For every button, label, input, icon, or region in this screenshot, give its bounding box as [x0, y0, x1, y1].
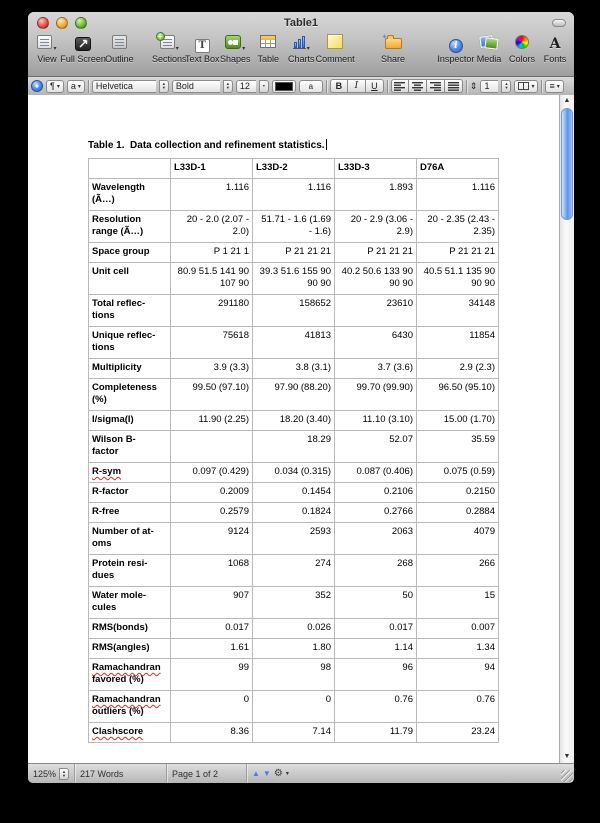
- sections-icon: +: [160, 35, 175, 54]
- row-label[interactable]: Unit cell: [89, 263, 171, 295]
- table-cell[interactable]: 15: [417, 587, 499, 619]
- word-count: 217 Words: [80, 768, 124, 779]
- table-cell[interactable]: 41813: [253, 327, 335, 359]
- table-cell[interactable]: 3.7 (3.6): [335, 359, 417, 379]
- table-cell[interactable]: 40.2 50.6 133 90 90 90: [335, 263, 417, 295]
- full-screen-icon: [75, 35, 91, 53]
- text-cursor: [326, 139, 327, 150]
- align-justify-button[interactable]: [445, 79, 463, 93]
- table-cell[interactable]: 0.026: [253, 619, 335, 639]
- table-cell[interactable]: 1.34: [417, 639, 499, 659]
- toolbar: [28, 31, 574, 77]
- table-row: [89, 211, 499, 243]
- chevron-down-icon: ▾: [77, 83, 81, 90]
- table-cell[interactable]: 20 - 2.9 (3.06 - 2.9): [335, 211, 417, 243]
- chevron-down-icon: ▾: [175, 46, 179, 52]
- corner-header-cell[interactable]: [89, 159, 171, 179]
- table-cell[interactable]: 291180: [171, 295, 253, 327]
- table-cell[interactable]: 23610: [335, 295, 417, 327]
- table-cell[interactable]: 3.8 (3.1): [253, 359, 335, 379]
- stats-table-head: [89, 159, 499, 179]
- font-style-select[interactable]: Bold: [172, 80, 220, 93]
- table-cell[interactable]: 0.2884: [417, 503, 499, 523]
- zoom-level: 125%: [33, 768, 57, 779]
- format-indicator-icon: ●: [31, 80, 43, 92]
- table-cell[interactable]: [171, 431, 253, 463]
- comment-icon: [327, 34, 343, 54]
- table-row: [89, 243, 499, 263]
- chevron-down-icon: ▾: [242, 46, 246, 52]
- columns-dropdown[interactable]: [514, 80, 538, 93]
- divider: [387, 80, 388, 93]
- chevron-down-icon: ▾: [531, 83, 535, 90]
- zoom-stepper[interactable]: ▲ ▼: [59, 768, 69, 780]
- chevron-down-icon: ▾: [53, 46, 57, 52]
- table-row: [89, 587, 499, 619]
- table-cell[interactable]: 0.097 (0.429): [171, 463, 253, 483]
- row-label[interactable]: R-sym: [89, 463, 171, 483]
- text-box-icon: T: [195, 35, 210, 53]
- table-cell[interactable]: 0.1824: [253, 503, 335, 523]
- table-cell[interactable]: 50: [335, 587, 417, 619]
- table-cell[interactable]: 35.59: [417, 431, 499, 463]
- toolbar-button-comment[interactable]: Comment: [321, 35, 349, 64]
- table-cell[interactable]: 11.10 (3.10): [335, 411, 417, 431]
- table-cell[interactable]: 18.29: [253, 431, 335, 463]
- row-label[interactable]: Number of at- oms: [89, 523, 171, 555]
- table-cell[interactable]: 0.2579: [171, 503, 253, 523]
- table-cell[interactable]: P 1 21 1: [171, 243, 253, 263]
- table-cell[interactable]: 99.70 (99.90): [335, 379, 417, 411]
- table-cell[interactable]: 7.14: [253, 723, 335, 743]
- table-caption[interactable]: Table 1. Data collection and refinement statistics.: [88, 140, 325, 151]
- row-label[interactable]: Resolution range (Ã…): [89, 211, 171, 243]
- color-swatch: [275, 82, 293, 91]
- minimize-button[interactable]: [56, 17, 68, 29]
- toolbar-button-charts[interactable]: ▾ Charts: [288, 35, 314, 64]
- columns-icon: [518, 82, 529, 90]
- toolbar-button-sections[interactable]: + ▾ Sections: [152, 31, 187, 64]
- scrollbar-thumb[interactable]: [561, 108, 573, 220]
- table-cell[interactable]: 352: [253, 587, 335, 619]
- table-row: [89, 523, 499, 555]
- row-label[interactable]: R-factor: [89, 483, 171, 503]
- table-cell[interactable]: 80.9 51.5 141 90 107 90: [171, 263, 253, 295]
- row-label[interactable]: RMS(angles): [89, 639, 171, 659]
- line-spacing-icon: ⇕: [469, 80, 478, 91]
- table-cell[interactable]: 266: [417, 555, 499, 587]
- divider: [88, 80, 89, 93]
- row-label[interactable]: Ramachandran favored (%): [89, 659, 171, 691]
- font-style-stepper[interactable]: ▲ ▼: [223, 80, 233, 93]
- toolbar-button-share[interactable]: ✦ Share: [380, 33, 406, 64]
- divider: [466, 80, 467, 93]
- toolbar-button-text-box[interactable]: T Text Box: [189, 35, 215, 64]
- paragraph-style-dropdown[interactable]: ¶ ▾: [46, 80, 64, 93]
- toolbar-button-shapes[interactable]: ▾ Shapes: [222, 35, 248, 64]
- chevron-down-icon: ▾: [56, 83, 60, 90]
- table-row: [89, 659, 499, 691]
- window-title: Table1: [283, 17, 319, 29]
- font-family-stepper[interactable]: ▲ ▼: [159, 80, 169, 93]
- table-row: [89, 295, 499, 327]
- text-style-buttons: [330, 79, 384, 93]
- scroll-up-arrow-icon[interactable]: ▲: [563, 97, 571, 104]
- table-cell[interactable]: 1.61: [171, 639, 253, 659]
- page-nav: [247, 764, 294, 783]
- list-icon: ≡: [549, 81, 555, 91]
- zoom-button[interactable]: [75, 17, 87, 29]
- table-cell[interactable]: 0.2009: [171, 483, 253, 503]
- table-row: [89, 639, 499, 659]
- table-cell[interactable]: 15.00 (1.70): [417, 411, 499, 431]
- outline-icon: [112, 35, 127, 54]
- divider: [541, 80, 542, 93]
- table-row: [89, 723, 499, 743]
- table-cell[interactable]: 158652: [253, 295, 335, 327]
- table-row: [89, 483, 499, 503]
- table-cell[interactable]: 907: [171, 587, 253, 619]
- charts-icon: [293, 35, 306, 53]
- table-cell[interactable]: 4079: [417, 523, 499, 555]
- table-cell[interactable]: 0: [171, 691, 253, 723]
- table-row: [89, 179, 499, 211]
- table-row: [89, 411, 499, 431]
- table-cell[interactable]: P 21 21 21: [417, 243, 499, 263]
- table-cell[interactable]: 39.3 51.6 155 90 90 90: [253, 263, 335, 295]
- inspector-icon: i: [449, 35, 463, 53]
- table-cell[interactable]: 52.07: [335, 431, 417, 463]
- character-style-dropdown[interactable]: a ▾: [67, 80, 85, 93]
- scroll-down-arrow-icon[interactable]: ▼: [563, 753, 571, 760]
- table-cell[interactable]: 0.1454: [253, 483, 335, 503]
- table-cell[interactable]: 23.24: [417, 723, 499, 743]
- table-cell[interactable]: 0: [253, 691, 335, 723]
- table-cell[interactable]: 268: [335, 555, 417, 587]
- resize-grip[interactable]: [561, 770, 573, 782]
- toolbar-button-view[interactable]: ▾ View: [34, 35, 60, 64]
- table-row: [89, 555, 499, 587]
- line-spacing-stepper[interactable]: ▲ ▼: [501, 80, 511, 93]
- next-page-button[interactable]: ▼: [262, 769, 271, 778]
- view-icon: [37, 35, 52, 54]
- table-cell[interactable]: 11.79: [335, 723, 417, 743]
- divider: [326, 80, 327, 93]
- table-cell[interactable]: 0.017: [335, 619, 417, 639]
- table-row: [89, 463, 499, 483]
- table-cell[interactable]: 1.116: [253, 179, 335, 211]
- row-label[interactable]: R-free: [89, 503, 171, 523]
- table-cell[interactable]: 1.14: [335, 639, 417, 659]
- toolbar-button-full-screen[interactable]: Full Screen: [67, 35, 99, 64]
- row-label[interactable]: Ramachandran outliers (%): [89, 691, 171, 723]
- background-color-well[interactable]: a: [299, 80, 323, 93]
- row-label[interactable]: Protein resi- dues: [89, 555, 171, 587]
- traffic-lights: [37, 17, 87, 29]
- row-label[interactable]: Clashscore: [89, 723, 171, 743]
- table-cell[interactable]: 9124: [171, 523, 253, 555]
- table-cell[interactable]: 1.80: [253, 639, 335, 659]
- table-cell[interactable]: 0.034 (0.315): [253, 463, 335, 483]
- table-cell[interactable]: P 21 21 21: [253, 243, 335, 263]
- window-chrome: [28, 12, 574, 77]
- table-cell[interactable]: 1.116: [171, 179, 253, 211]
- table-cell[interactable]: 1.116: [417, 179, 499, 211]
- text-color-well[interactable]: [272, 80, 296, 93]
- table-cell[interactable]: 1068: [171, 555, 253, 587]
- table-cell[interactable]: 97.90 (88.20): [253, 379, 335, 411]
- font-size-select[interactable]: 12: [236, 80, 256, 93]
- font-size-stepper[interactable]: ▾: [259, 80, 269, 93]
- table-cell[interactable]: 6430: [335, 327, 417, 359]
- table-row: [89, 503, 499, 523]
- fonts-icon: A: [549, 36, 561, 52]
- toolbar-button-inspector[interactable]: i Inspector: [443, 35, 469, 64]
- toolbar-button-outline[interactable]: Outline: [106, 35, 132, 64]
- table-cell[interactable]: 0.2150: [417, 483, 499, 503]
- stats-table: [88, 158, 499, 743]
- toolbar-button-colors[interactable]: Colors: [509, 35, 535, 64]
- table-cell[interactable]: 94: [417, 659, 499, 691]
- header-row: [89, 159, 499, 179]
- table-cell[interactable]: 3.9 (3.3): [171, 359, 253, 379]
- vertical-scrollbar[interactable]: [559, 95, 574, 763]
- row-label[interactable]: Total reflec- tions: [89, 295, 171, 327]
- previous-page-button[interactable]: ▲: [252, 769, 260, 778]
- zoom-control[interactable]: [28, 764, 74, 783]
- row-label[interactable]: I/sigma(I): [89, 411, 171, 431]
- italic-button[interactable]: I: [348, 79, 366, 93]
- row-label[interactable]: Wavelength (Ã…): [89, 179, 171, 211]
- row-label[interactable]: RMS(bonds): [89, 619, 171, 639]
- table-row: [89, 359, 499, 379]
- app-window: [28, 12, 574, 783]
- table-cell[interactable]: 0.2106: [335, 483, 417, 503]
- table-cell[interactable]: 18.20 (3.40): [253, 411, 335, 431]
- table-cell[interactable]: 0.075 (0.59): [417, 463, 499, 483]
- row-label[interactable]: Multiplicity: [89, 359, 171, 379]
- title-bar: [28, 12, 574, 34]
- table-cell[interactable]: 51.71 - 1.6 (1.69 - 1.6): [253, 211, 335, 243]
- table-cell[interactable]: 0.087 (0.406): [335, 463, 417, 483]
- media-icon: [480, 35, 498, 54]
- list-style-dropdown[interactable]: [545, 80, 563, 93]
- table-cell[interactable]: 0.76: [335, 691, 417, 723]
- align-center-button[interactable]: [409, 79, 427, 93]
- align-left-button[interactable]: [391, 79, 409, 93]
- table-cell[interactable]: 99.50 (97.10): [171, 379, 253, 411]
- table-cell[interactable]: 96.50 (95.10): [417, 379, 499, 411]
- table-cell[interactable]: 2593: [253, 523, 335, 555]
- column-header[interactable]: L33D-1: [171, 159, 253, 179]
- table-icon: [260, 35, 276, 53]
- column-header[interactable]: D76A: [417, 159, 499, 179]
- table-row: [89, 691, 499, 723]
- toolbar-button-fonts[interactable]: A Fonts: [543, 36, 567, 64]
- status-bar: [28, 763, 574, 783]
- row-label[interactable]: Completeness (%): [89, 379, 171, 411]
- table-cell[interactable]: 20 - 2.0 (2.07 - 2.0): [171, 211, 253, 243]
- bold-button[interactable]: B: [330, 79, 348, 93]
- table-row: [89, 327, 499, 359]
- table-cell[interactable]: 11.90 (2.25): [171, 411, 253, 431]
- toolbar-toggle-button[interactable]: [552, 19, 566, 27]
- row-label[interactable]: Space group: [89, 243, 171, 263]
- row-label[interactable]: Water mole- cules: [89, 587, 171, 619]
- table-cell[interactable]: 96: [335, 659, 417, 691]
- row-label[interactable]: Unique reflec- tions: [89, 327, 171, 359]
- table-cell[interactable]: 99: [171, 659, 253, 691]
- chevron-down-icon: ▾: [556, 83, 560, 90]
- shapes-icon: [225, 35, 241, 54]
- font-family-select[interactable]: Helvetica: [92, 80, 156, 93]
- table-cell[interactable]: 0.2766: [335, 503, 417, 523]
- gear-icon[interactable]: ⚙: [273, 768, 283, 779]
- column-header[interactable]: L33D-2: [253, 159, 335, 179]
- row-label[interactable]: Wilson B- factor: [89, 431, 171, 463]
- table-cell[interactable]: 34148: [417, 295, 499, 327]
- page-indicator[interactable]: Page 1 of 2: [172, 768, 219, 779]
- chevron-down-icon: ▾: [306, 46, 310, 52]
- document-area: [28, 95, 574, 763]
- table-cell[interactable]: 20 - 2.35 (2.43 - 2.35): [417, 211, 499, 243]
- stats-table-body: [89, 179, 499, 743]
- table-cell[interactable]: 8.36: [171, 723, 253, 743]
- chevron-down-icon: ▾: [285, 771, 289, 777]
- table-cell[interactable]: 2063: [335, 523, 417, 555]
- table-cell[interactable]: P 21 21 21: [335, 243, 417, 263]
- table-cell[interactable]: 0.007: [417, 619, 499, 639]
- toolbar-button-media[interactable]: Media: [476, 35, 502, 64]
- close-button[interactable]: [37, 17, 49, 29]
- table-cell[interactable]: 98: [253, 659, 335, 691]
- table-cell[interactable]: 75618: [171, 327, 253, 359]
- colors-icon: [515, 35, 529, 54]
- table-row: [89, 263, 499, 295]
- share-icon: ✦: [385, 35, 402, 54]
- underline-button[interactable]: U: [366, 79, 384, 93]
- format-bar: [28, 77, 574, 96]
- table-cell[interactable]: 0.017: [171, 619, 253, 639]
- page: [28, 95, 574, 743]
- table-cell[interactable]: 1.893: [335, 179, 417, 211]
- table-cell[interactable]: 0.76: [417, 691, 499, 723]
- table-row: [89, 379, 499, 411]
- table-cell[interactable]: 274: [253, 555, 335, 587]
- align-right-button[interactable]: [427, 79, 445, 93]
- table-cell[interactable]: 11854: [417, 327, 499, 359]
- alignment-buttons: [391, 79, 463, 93]
- table-row: [89, 431, 499, 463]
- table-cell[interactable]: 2.9 (2.3): [417, 359, 499, 379]
- table-row: [89, 619, 499, 639]
- table-cell[interactable]: 40.5 51.1 135 90 90 90: [417, 263, 499, 295]
- line-spacing-field[interactable]: 1: [480, 80, 498, 93]
- column-header[interactable]: L33D-3: [335, 159, 417, 179]
- toolbar-button-table[interactable]: Table: [255, 35, 281, 64]
